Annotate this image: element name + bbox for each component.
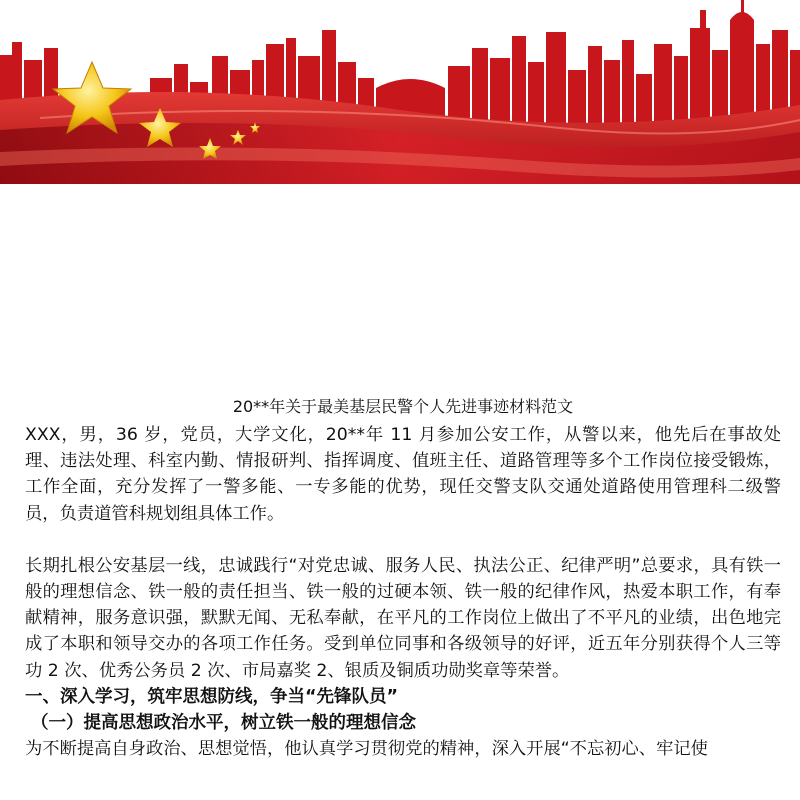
document-title: 20**年关于最美基层民警个人先进事迹材料范文 bbox=[232, 397, 574, 416]
paragraph-gap bbox=[25, 527, 781, 553]
paragraph-intro: XXX，男，36 岁，党员，大学文化，20**年 11 月参加公安工作，从警以来，他先后在事故处理、违法处理、科室内勤、情报研判、指挥调度、值班主任、道路管理等多个工作岗位接受锻炼，工作全面，充分发挥了一警多能、一专多能的优势，现任交警支队交通处道路使用管理科二级警员，负责道管科规划组具体工作。 bbox=[25, 425, 781, 524]
section-heading: 一、深入学习，筑牢思想防线，争当“先锋队员” bbox=[25, 686, 399, 707]
partial-line: 为不断提高自身政治、思想觉悟，他认真学习贯彻党的精神，深入开展“不忘初心、牢记使 bbox=[25, 739, 708, 760]
header-banner bbox=[0, 0, 800, 184]
paragraph-summary: 长期扎根公安基层一线，忠诚践行“对党忠诚、服务人民、执法公正、纪律严明”总要求，具有铁一般的理想信念、铁一般的责任担当、铁一般的过硬本领、铁一般的纪律作风，热爱本职工作，有奉献精神，服务意识强，默默无闻、无私奉献，在平凡的工作岗位上做出了不平凡的业绩，出色地完成了本职和领导交办的各项工作任务。受到单位同事和各级领导的好评，近五年分别获得个人三等功 2 次、优秀公务员 2 次、市局嘉奖 2、银质及铜质功勋奖章等荣誉。 bbox=[25, 555, 781, 681]
document-body bbox=[25, 392, 781, 762]
subsection-heading: （一）提高思想政治水平，树立铁一般的理想信念 bbox=[31, 713, 416, 734]
